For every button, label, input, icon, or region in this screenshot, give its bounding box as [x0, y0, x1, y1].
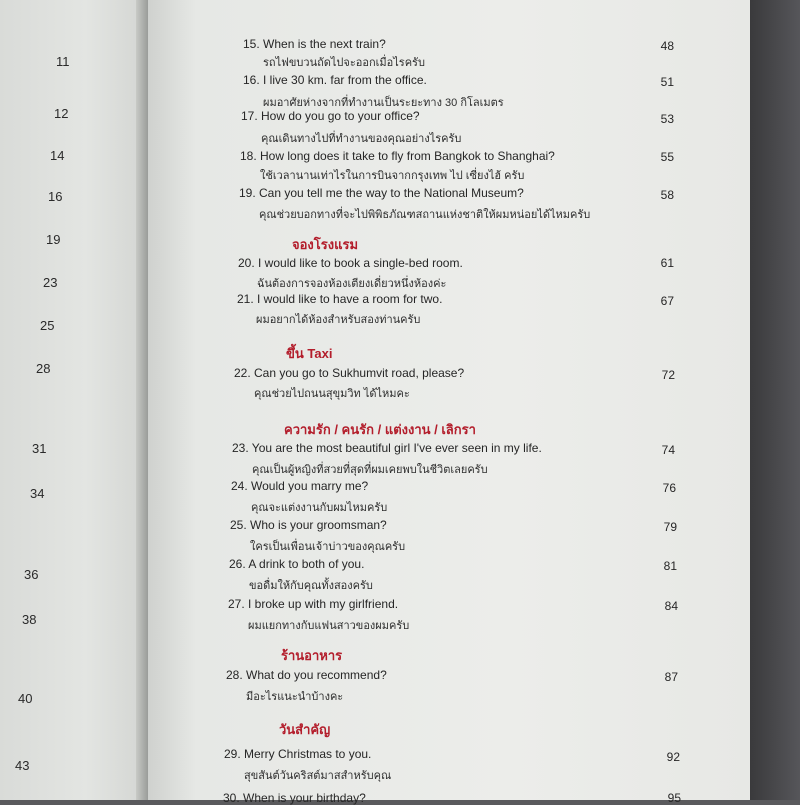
entry-page-number: 76: [662, 481, 676, 495]
entry-english: 21. I would like to have a room for two.: [237, 292, 443, 306]
entry-english: 29. Merry Christmas to you.: [224, 747, 372, 761]
entry-page-number: 53: [660, 112, 674, 126]
entry-english: 18. How long does it take to fly from Bangkok to Shanghai?: [240, 149, 555, 163]
entry-english: 20. I would like to book a single-bed room.: [238, 256, 463, 270]
entry-page-number: 55: [660, 150, 674, 164]
section-heading-important-days: วันสำคัญ: [279, 722, 331, 737]
section-heading-restaurant: ร้านอาหาร: [281, 648, 343, 663]
entry-thai: ผมแยกทางกับแฟนสาวของผมครับ: [248, 620, 410, 632]
left-page: [0, 0, 143, 800]
entry-thai: ฉันต้องการจองห้องเตียงเดี่ยวหนึ่งห้องค่ะ: [257, 278, 447, 290]
entry-thai: ผมอาศัยห่างจากที่ทำงานเป็นระยะทาง 30 กิโลเมตร: [263, 97, 504, 109]
entry-thai: ขอดื่มให้กับคุณทั้งสองครับ: [249, 580, 373, 592]
entry-english: 19. Can you tell me the way to the National Museum?: [239, 186, 524, 200]
entry-page-number: 92: [666, 750, 680, 764]
entry-page-number: 79: [663, 520, 677, 534]
entry-english: 15. When is the next train?: [243, 37, 386, 51]
left-page-number: 43: [15, 758, 30, 773]
entry-thai: คุณเป็นผู้หญิงที่สวยที่สุดที่ผมเคยพบในชีวิตเลยครับ: [252, 464, 488, 476]
left-page-number: 16: [48, 189, 63, 204]
section-heading-taxi: ขึ้น Taxi: [286, 346, 333, 361]
entry-page-number: 74: [661, 443, 675, 457]
left-page-number: 34: [30, 486, 45, 501]
entry-thai: คุณเดินทางไปที่ทำงานของคุณอย่างไรครับ: [261, 133, 462, 145]
left-page-number: 31: [32, 441, 47, 456]
left-page-number: 40: [18, 691, 33, 706]
entry-english: 25. Who is your groomsman?: [230, 518, 387, 532]
entry-page-number: 72: [661, 368, 675, 382]
entry-thai: คุณจะแต่งงานกับผมไหมครับ: [251, 502, 388, 514]
entry-page-number: 87: [664, 670, 678, 684]
entry-page-number: 58: [660, 188, 674, 202]
left-page-number: 23: [43, 275, 58, 290]
page-shadow: [750, 0, 800, 800]
entry-english: 30. When is your birthday?: [223, 791, 366, 805]
entry-english: 27. I broke up with my girlfriend.: [228, 597, 399, 611]
entry-english: 22. Can you go to Sukhumvit road, please?: [234, 366, 465, 380]
entry-thai: ผมอยากได้ห้องสำหรับสองท่านครับ: [256, 314, 421, 326]
left-page-number: 28: [36, 361, 51, 376]
entry-thai: คุณช่วยบอกทางที่จะไปพิพิธภัณฑสถานแห่งชาติให้ผมหน่อยได้ไหมครับ: [259, 209, 591, 221]
entry-page-number: 95: [667, 791, 681, 805]
entry-thai: สุขสันต์วันคริสต์มาสสำหรับคุณ: [244, 770, 392, 782]
left-page-number: 38: [22, 612, 37, 627]
entry-english: 24. Would you marry me?: [231, 479, 369, 493]
entry-page-number: 84: [664, 599, 678, 613]
entry-thai: มีอะไรแนะนำบ้างคะ: [246, 691, 344, 703]
entry-thai: รถไฟขบวนถัดไปจะออกเมื่อไรครับ: [263, 57, 425, 69]
left-page-number: 19: [46, 232, 61, 247]
entry-thai: ใช้เวลานานเท่าไรในการบินจากกรุงเทพ ไป เซี่ยงไฮ้ ครับ: [260, 170, 525, 182]
entry-page-number: 81: [663, 559, 677, 573]
entry-thai: ใครเป็นเพื่อนเจ้าบ่าวของคุณครับ: [250, 541, 406, 553]
left-page-number: 36: [24, 567, 39, 582]
left-page-number: 25: [40, 318, 55, 333]
entry-page-number: 51: [660, 75, 674, 89]
section-heading-love: ความรัก / คนรัก / แต่งงาน / เลิกรา: [284, 422, 476, 437]
entry-english: 23. You are the most beautiful girl I've ever seen in my life.: [232, 441, 542, 455]
left-page-number: 12: [54, 106, 69, 121]
entry-english: 28. What do you recommend?: [226, 668, 387, 682]
entry-thai: คุณช่วยไปถนนสุขุมวิท ได้ไหมคะ: [254, 388, 410, 400]
book-spine: [136, 0, 148, 800]
entry-english: 26. A drink to both of you.: [229, 557, 365, 571]
entry-page-number: 67: [660, 294, 674, 308]
entry-page-number: 48: [660, 39, 674, 53]
entry-english: 17. How do you go to your office?: [241, 109, 420, 123]
left-page-number: 14: [50, 148, 65, 163]
section-heading-hotel: จองโรงแรม: [292, 237, 359, 252]
entry-english: 16. I live 30 km. far from the office.: [243, 73, 427, 87]
entry-page-number: 61: [660, 256, 674, 270]
left-page-number: 11: [56, 54, 70, 69]
